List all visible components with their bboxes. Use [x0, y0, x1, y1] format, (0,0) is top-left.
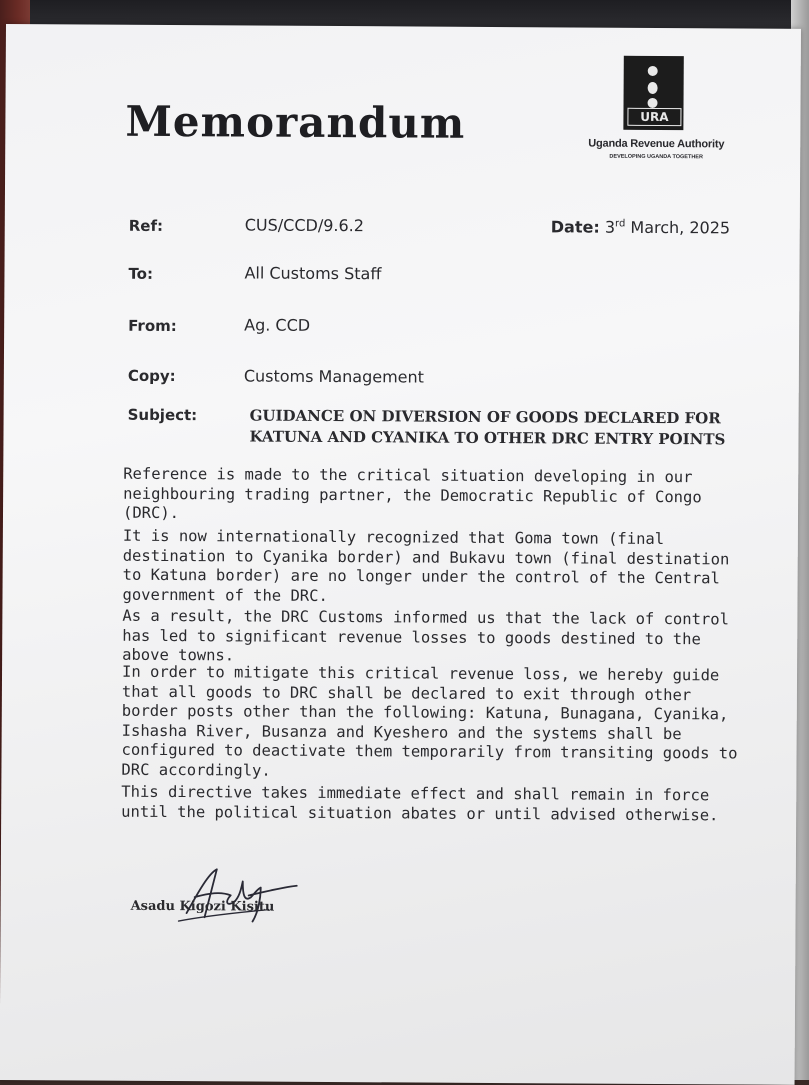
from-label: From:	[128, 316, 177, 336]
ref-label: Ref:	[128, 216, 164, 235]
body-paragraph-5: This directive takes immediate effect and shall remain in force until the political situation abates or until advised otherwise.	[121, 782, 719, 824]
handwritten-signature	[168, 851, 309, 942]
ura-tagline: DEVELOPING UGANDA TOGETHER	[609, 153, 703, 161]
ref-value: CUS/CCD/9.6.2	[244, 215, 365, 236]
memo-title: Memorandum	[125, 96, 466, 148]
date-suffix: rd	[615, 218, 626, 230]
date-day: 3	[604, 217, 616, 237]
subject-label: Subject:	[127, 405, 198, 425]
to-label: To:	[128, 264, 154, 283]
to-value: All Customs Staff	[244, 263, 382, 284]
copy-label: Copy:	[127, 366, 176, 386]
memo-paper	[0, 24, 801, 1085]
ura-emblem-icon	[623, 56, 683, 130]
body-paragraph-1: Reference is made to the critical situation developing in our neighbouring trading partner, the Democratic Republic of Congo (DRC).	[122, 464, 702, 523]
signatory-name: Asadu Kigozi Kisitu	[130, 898, 275, 915]
body-paragraph-3: As a result, the DRC Customs informed us that the lack of control has led to significant revenue losses to goods destined to the above towns.	[122, 606, 730, 665]
subject-value: GUIDANCE ON DIVERSION OF GOODS DECLARED FOR KATUNA AND CYANIKA TO OTHER DRC ENTRY POINTS	[249, 406, 726, 449]
body-paragraph-4: In order to mitigate this critical revenue loss, we hereby guide that all goods to DRC shall be declared to exit through other border posts other than the following: Katuna, Bunagana, Cyanika, Ishasha River, Busanza and Kyeshero and the systems shall be configured to deactivate them temporarily from transiting goods to DRC accordingly.	[121, 662, 738, 780]
memo-date	[551, 217, 730, 237]
date-label: Date:	[550, 217, 600, 237]
date-rest: March, 2025	[625, 217, 731, 238]
copy-value: Customs Management	[243, 366, 425, 387]
from-value: Ag. CCD	[244, 315, 311, 335]
ura-logo	[571, 55, 742, 188]
ura-abbr: URA	[627, 108, 681, 126]
body-paragraph-2: It is now internationally recognized that Goma town (final destination to Cyanika border) and Bukavu town (final destination to Katuna border) are no longer under the control of the Central government of the DRC.	[122, 526, 730, 605]
ura-name: Uganda Revenue Authority	[588, 137, 725, 151]
